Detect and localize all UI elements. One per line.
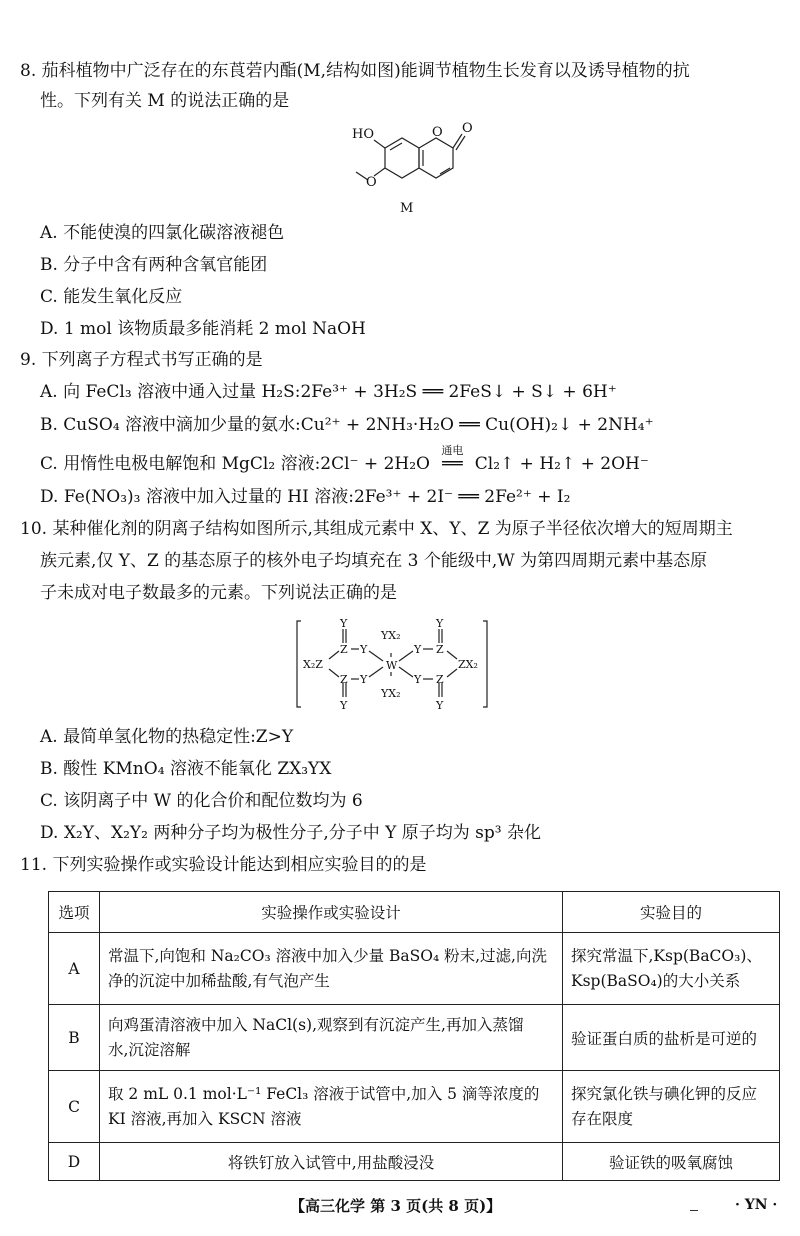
q8-option-d: D. 1 mol 该物质最多能消耗 2 mol NaOH [40, 319, 366, 339]
row-purpose-line: 探究氯化铁与碘化钾的反应 [571, 1084, 758, 1103]
q10-stem-line2: 族元素,仅 Y、Z 的基态原子的核外电子均填充在 3 个能级中,W 为第四周期元素中基态原 [40, 551, 708, 571]
struct-y-bottom-left: Y [340, 699, 348, 712]
q10-option-c: C. 该阴离子中 W 的化合价和配位数均为 6 [40, 791, 363, 811]
q10-option-a: A. 最简单氢化物的热稳定性:Z>Y [40, 727, 294, 747]
struct-z-top-right: Z [436, 643, 444, 656]
q9-option-c-right: Cl₂↑ + H₂↑ + 2OH⁻ [469, 454, 649, 474]
row-operation: 将铁钉放入试管中,用盐酸浸没 [100, 1143, 563, 1181]
struct-z-top-left: Z [340, 643, 348, 656]
row-option: A [49, 933, 100, 1005]
q9-option-d: D. Fe(NO₃)₃ 溶液中加入过量的 HI 溶液:2Fe³⁺ + 2I⁻ ══ 2Fe²⁺ + I₂ [40, 487, 571, 507]
q8-option-b: B. 分子中含有两种含氧官能团 [40, 255, 268, 275]
q8-stem-line2: 性。下列有关 M 的说法正确的是 [40, 91, 290, 111]
table-header-row [49, 892, 780, 933]
struct-y-top-right: Y [436, 617, 444, 630]
row-option: B [49, 1005, 100, 1071]
page-footer: 【高三化学 第 3 页(共 8 页)】 [290, 1197, 502, 1215]
table-row [49, 933, 780, 1005]
struct-methoxy-o-label: O [366, 175, 377, 190]
row-operation-line: 水,沉淀溶解 [108, 1040, 191, 1059]
row-purpose: 验证铁的吸氧腐蚀 [563, 1143, 780, 1181]
q9-option-b: B. CuSO₄ 溶液中滴加少量的氨水:Cu²⁺ + 2NH₃·H₂O ══ Cu(OH)₂↓ + 2NH₄⁺ [40, 415, 654, 435]
q11-stem: 11. 下列实验操作或实验设计能达到相应实验目的的是 [20, 855, 427, 875]
struct-y-mid-right-bottom: Y [414, 673, 422, 686]
electrolysis-condition: 通电 [441, 444, 464, 457]
struct-ho-label: HO [352, 127, 374, 142]
q8-option-c: C. 能发生氧化反应 [40, 287, 183, 307]
electrolysis-arrow: 通电 ══ [435, 452, 469, 476]
row-operation-line: KI 溶液,再加入 KSCN 溶液 [108, 1109, 302, 1128]
struct-m-label: M [400, 201, 414, 216]
q8-option-a: A. 不能使溴的四氯化碳溶液褪色 [40, 223, 285, 243]
row-operation-line: 净的沉淀中加稀盐酸,有气泡产生 [108, 971, 330, 990]
struct-z-bottom-right: Z [436, 673, 444, 686]
row-option: D [49, 1143, 100, 1181]
struct-zx2-right: ZX₂ [458, 658, 478, 671]
row-operation [100, 1005, 563, 1071]
q10-stem-line1: 10. 某种催化剂的阴离子结构如图所示,其组成元素中 X、Y、Z 为原子半径依次增大的短周期主 [20, 519, 733, 539]
row-purpose [563, 933, 780, 1005]
header-option: 选项 [49, 892, 100, 933]
row-operation [100, 933, 563, 1005]
q9-option-c-left: C. 用惰性电极电解饱和 MgCl₂ 溶液:2Cl⁻ + 2H₂O [40, 454, 436, 474]
coumarin-structure [340, 118, 490, 218]
q10-stem-line3: 子未成对电子数最多的元素。下列说法正确的是 [40, 583, 397, 603]
region-mark: · YN · [735, 1197, 778, 1213]
struct-o-ring-label: O [432, 125, 443, 140]
struct-yx2-bottom: YX₂ [381, 687, 401, 700]
row-operation-line: 取 2 mL 0.1 mol·L⁻¹ FeCl₃ 溶液于试管中,加入 5 滴等浓度的 [108, 1084, 540, 1103]
q9-option-c [40, 444, 649, 476]
struct-z-bottom-left: Z [340, 673, 348, 686]
row-option: C [49, 1071, 100, 1143]
struct-x2z-left: X₂Z [303, 658, 323, 671]
row-purpose-line: 存在限度 [571, 1109, 634, 1128]
row-operation [100, 1071, 563, 1143]
row-operation-line: 向鸡蛋清溶液中加入 NaCl(s),观察到有沉淀产生,再加入蒸馏 [108, 1015, 524, 1034]
struct-y-top-left: Y [340, 617, 348, 630]
struct-w-center: W [386, 659, 398, 672]
table-row [49, 1143, 780, 1181]
row-purpose-line: 验证蛋白质的盐析是可逆的 [571, 1029, 758, 1048]
anion-structure [295, 617, 495, 713]
row-operation-line: 常温下,向饱和 Na₂CO₃ 溶液中加入少量 BaSO₄ 粉末,过滤,向洗 [108, 946, 547, 965]
row-purpose [563, 1005, 780, 1071]
struct-y-mid-right-top: Y [414, 643, 422, 656]
row-purpose [563, 1071, 780, 1143]
struct-y-bottom-right: Y [436, 699, 444, 712]
q9-stem: 9. 下列离子方程式书写正确的是 [20, 350, 263, 370]
experiment-table [48, 891, 780, 1181]
q8-stem-line1: 8. 茄科植物中广泛存在的东莨菪内酯(M,结构如图)能调节植物生长发育以及诱导植物的抗 [20, 61, 690, 81]
row-purpose-line: Ksp(BaSO₄)的大小关系 [571, 971, 741, 990]
q9-option-a: A. 向 FeCl₃ 溶液中通入过量 H₂S:2Fe³⁺ + 3H₂S ══ 2FeS↓ + S↓ + 6H⁺ [40, 382, 617, 402]
table-row [49, 1071, 780, 1143]
q10-option-d: D. X₂Y、X₂Y₂ 两种分子均为极性分子,分子中 Y 原子均为 sp³ 杂化 [40, 823, 541, 843]
struct-y-mid-left-top: Y [360, 643, 368, 656]
table-row [49, 1005, 780, 1071]
struct-y-mid-left-bottom: Y [360, 673, 368, 686]
row-purpose-line: 探究常温下,Ksp(BaCO₃)、 [571, 946, 762, 965]
footer-dash [690, 1210, 698, 1211]
q10-option-b: B. 酸性 KMnO₄ 溶液不能氧化 ZX₃YX [40, 759, 332, 779]
struct-o-carbonyl-label: O [462, 121, 473, 136]
header-purpose: 实验目的 [563, 892, 780, 933]
header-operation: 实验操作或实验设计 [100, 892, 563, 933]
struct-yx2-top: YX₂ [381, 629, 401, 642]
